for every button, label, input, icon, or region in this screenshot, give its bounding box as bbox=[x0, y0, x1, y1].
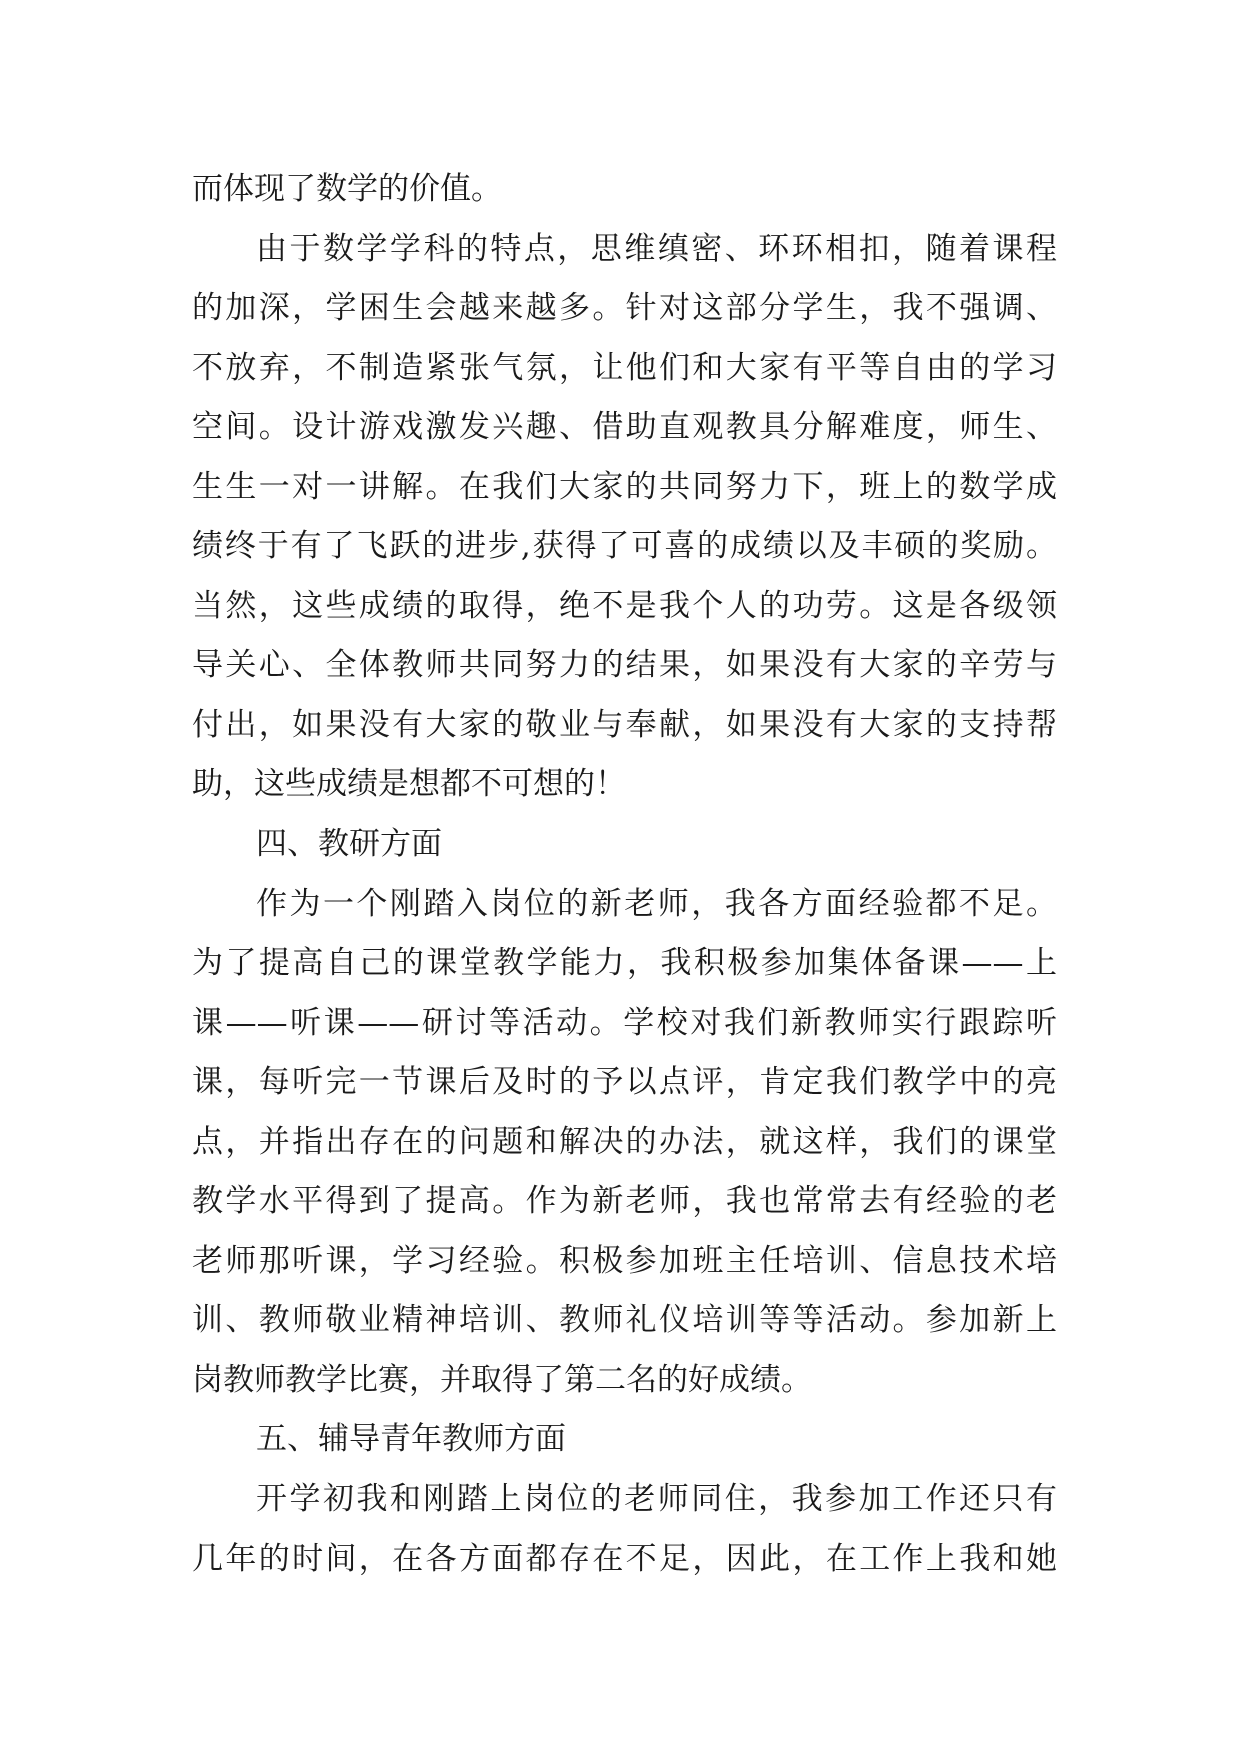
text-line: 绩终于有了飞跃的进步,获得了可喜的成绩以及丰硕的奖励。 bbox=[192, 528, 1057, 565]
text-line: 课——听课——研讨等活动。学校对我们新教师实行跟踪听 bbox=[192, 1004, 1057, 1041]
text-line: 由于数学学科的特点，思维缜密、环环相扣，随着课程 bbox=[256, 230, 1057, 267]
text-line: 点，并指出存在的问题和解决的办法，就这样，我们的课堂 bbox=[192, 1123, 1057, 1160]
text-line: 五、辅导青年教师方面 bbox=[256, 1421, 566, 1458]
text-line: 训、教师敬业精神培训、教师礼仪培训等等活动。参加新上 bbox=[192, 1302, 1057, 1339]
body-text bbox=[192, 160, 1057, 1589]
text-line: 导关心、全体教师共同努力的结果，如果没有大家的辛劳与 bbox=[192, 647, 1057, 684]
text-line: 的加深，学困生会越来越多。针对这部分学生，我不强调、 bbox=[192, 290, 1057, 327]
text-line: 为了提高自己的课堂教学能力，我积极参加集体备课——上 bbox=[192, 945, 1057, 982]
text-line: 生生一对一讲解。在我们大家的共同努力下，班上的数学成 bbox=[192, 468, 1057, 505]
text-line: 而体现了数学的价值。 bbox=[192, 171, 502, 207]
text-line: 岗教师教学比赛，并取得了第二名的好成绩。 bbox=[192, 1361, 812, 1398]
text-line: 当然，这些成绩的取得，绝不是我个人的功劳。这是各级领 bbox=[192, 587, 1057, 624]
text-line: 几年的时间，在各方面都存在不足，因此，在工作上我和她 bbox=[192, 1540, 1057, 1577]
text-line: 四、教研方面 bbox=[256, 826, 442, 863]
text-line: 教学水平得到了提高。作为新老师，我也常常去有经验的老 bbox=[192, 1183, 1057, 1220]
text-line: 开学初我和刚踏上岗位的老师同住，我参加工作还只有 bbox=[256, 1481, 1057, 1518]
text-line: 课，每听完一节课后及时的予以点评，肯定我们教学中的亮 bbox=[192, 1064, 1057, 1101]
text-line: 不放弃，不制造紧张气氛，让他们和大家有平等自由的学习 bbox=[192, 349, 1057, 386]
text-line: 付出，如果没有大家的敬业与奉献，如果没有大家的支持帮 bbox=[192, 706, 1057, 743]
text-line: 空间。设计游戏激发兴趣、借助直观教具分解难度，师生、 bbox=[192, 409, 1057, 446]
text-line: 助，这些成绩是想都不可想的！ bbox=[192, 766, 626, 803]
text-line: 老师那听课，学习经验。积极参加班主任培训、信息技术培 bbox=[192, 1242, 1057, 1279]
text-line: 作为一个刚踏入岗位的新老师，我各方面经验都不足。 bbox=[256, 885, 1057, 922]
